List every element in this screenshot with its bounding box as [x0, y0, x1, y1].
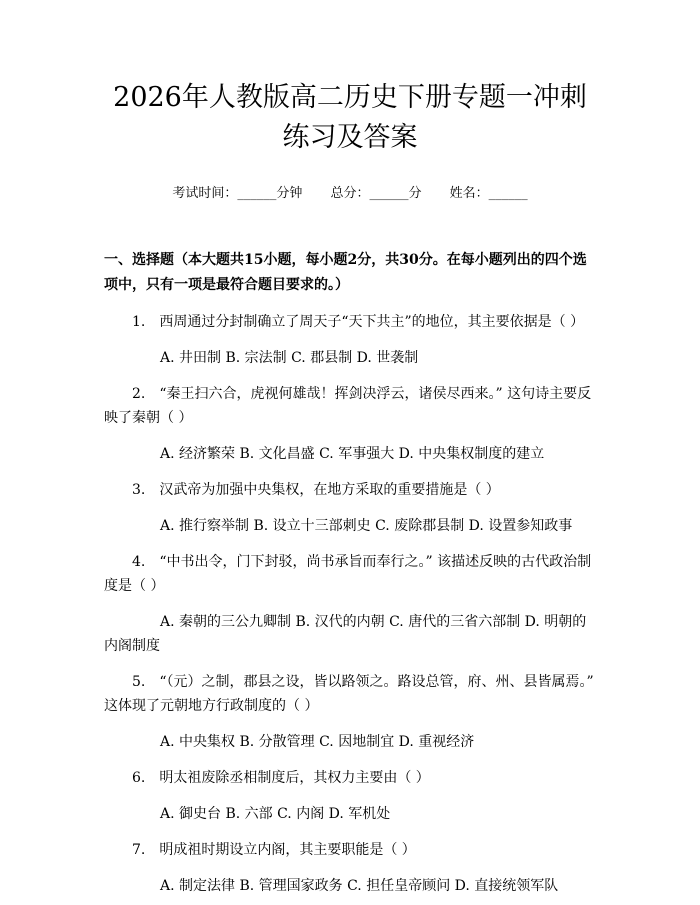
- total-score: 总分：______分: [330, 186, 422, 201]
- question-stem: 4. “中书出令，门下封驳，尚书承旨而奉行之。” 该描述反映的古代政治制度是（ ）: [104, 554, 592, 594]
- question-options: A. 制定法律 B. 管理国家政务 C. 担任皇帝顾问 D. 直接统领军队: [160, 878, 559, 894]
- exam-time: 考试时间：______分钟: [172, 186, 303, 201]
- question-3: [104, 478, 596, 538]
- page-title: 2026年人教版高二历史下册专题一冲刺练习及答案: [113, 82, 587, 153]
- question-options: A. 推行察举制 B. 设立十三部刺史 C. 废除郡县制 D. 设置参知政事: [160, 518, 573, 534]
- question-5: [104, 670, 596, 754]
- question-options: A. 秦朝的三公九卿制 B. 汉代的内朝 C. 唐代的三省六部制 D. 明朝的内阁制度: [104, 614, 587, 654]
- question-stem: 1. 西周通过分封制确立了周天子“天下共主”的地位，其主要依据是（ ）: [132, 314, 585, 330]
- question-options: A. 御史台 B. 六部 C. 内阁 D. 军机处: [160, 806, 391, 822]
- question-options: A. 井田制 B. 宗法制 C. 郡县制 D. 世袭制: [160, 350, 419, 366]
- question-stem: 2. “秦王扫六合，虎视何雄哉！挥剑决浮云，诸侯尽西来。” 这句诗主要反映了秦朝（ ）: [104, 386, 592, 426]
- question-7: [104, 838, 596, 898]
- question-1: [104, 310, 596, 370]
- question-options: A. 中央集权 B. 分散管理 C. 因地制宜 D. 重视经济: [160, 734, 475, 750]
- question-options: A. 经济繁荣 B. 文化昌盛 C. 军事强大 D. 中央集权制度的建立: [160, 446, 545, 462]
- question-stem: 5. “（元）之制，郡县之设，皆以路领之。路设总管，府、州、县皆属焉。” 这体现了元朝地方行政制度的（ ）: [104, 674, 594, 714]
- question-stem: 3. 汉武帝为加强中央集权，在地方采取的重要措施是（ ）: [132, 482, 500, 498]
- question-4: [104, 550, 596, 658]
- section-heading: 一、选择题（本大题共15小题，每小题2分，共30分。在每小题列出的四个选项中，只有一项是最符合题目要求的。）: [104, 252, 587, 293]
- question-stem: 7. 明成祖时期设立内阁，其主要职能是（ ）: [132, 842, 416, 858]
- question-stem: 6. 明太祖废除丞相制度后，其权力主要由（ ）: [132, 770, 430, 786]
- exam-info: [104, 184, 596, 204]
- question-2: [104, 382, 596, 466]
- student-name: 姓名：______: [449, 186, 528, 201]
- question-6: [104, 766, 596, 826]
